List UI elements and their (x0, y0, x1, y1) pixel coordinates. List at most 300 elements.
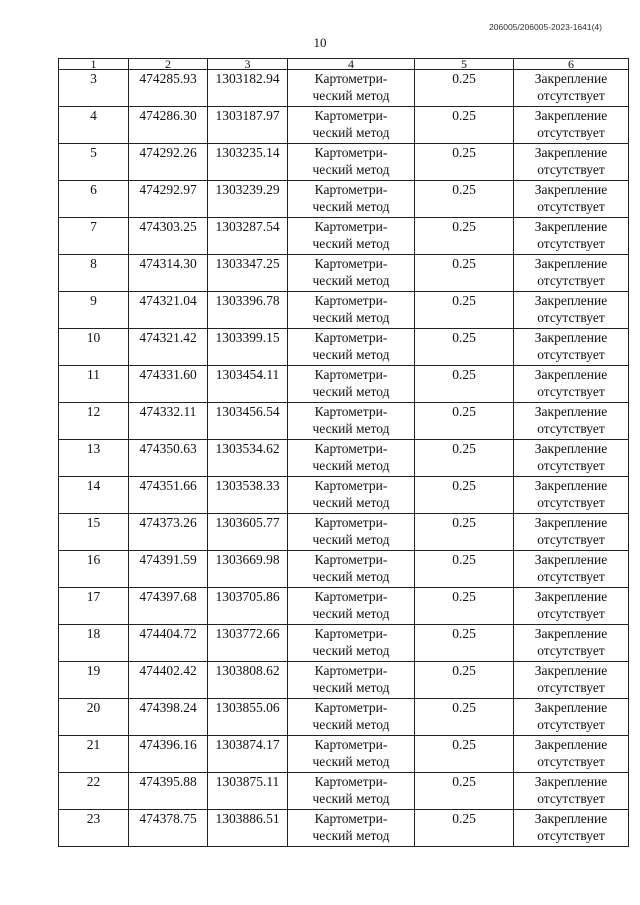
x-coordinate-cell (129, 255, 208, 292)
fixation-text-line-2: отсутствует (537, 643, 605, 658)
fixation-text-line-2: отсутствует (537, 606, 605, 621)
accuracy-cell (415, 218, 514, 255)
point-number: 7 (90, 219, 97, 234)
method-text-line-2: ческий метод (312, 421, 390, 436)
point-number: 3 (90, 71, 97, 86)
accuracy-value: 0.25 (452, 219, 476, 234)
fixation-cell (514, 440, 629, 477)
accuracy-value: 0.25 (452, 367, 476, 382)
table-row (59, 662, 629, 699)
table-row (59, 403, 629, 440)
y-coordinate: 1303399.15 (215, 330, 280, 345)
method-text-line-1: Картометри- (314, 700, 388, 715)
x-coordinate-cell (129, 736, 208, 773)
method-cell (288, 773, 415, 810)
x-coordinate: 474391.59 (139, 552, 197, 567)
method-text-line-2: ческий метод (312, 347, 390, 362)
accuracy-cell (415, 403, 514, 440)
y-coordinate: 1303456.54 (215, 404, 280, 419)
table-row (59, 181, 629, 218)
point-number-cell (59, 107, 129, 144)
method-text-line-2: ческий метод (312, 88, 390, 103)
fixation-text-line-2: отсутствует (537, 162, 605, 177)
method-text-line-2: ческий метод (312, 606, 390, 621)
fixation-text-line-2: отсутствует (537, 310, 605, 325)
accuracy-value: 0.25 (452, 515, 476, 530)
fixation-cell (514, 366, 629, 403)
fixation-text-line-1: Закрепление (534, 663, 608, 678)
x-coordinate: 474404.72 (139, 626, 197, 641)
x-coordinate-cell (129, 181, 208, 218)
accuracy-cell (415, 551, 514, 588)
method-cell (288, 366, 415, 403)
method-text-line-1: Картометри- (314, 626, 388, 641)
point-number-cell (59, 477, 129, 514)
page-number: 10 (313, 35, 327, 50)
point-number: 19 (86, 663, 101, 678)
table-row (59, 514, 629, 551)
accuracy-cell (415, 255, 514, 292)
table-row (59, 329, 629, 366)
method-text-line-1: Картометри- (314, 663, 388, 678)
x-coordinate-cell (129, 810, 208, 847)
method-text-line-2: ческий метод (312, 754, 390, 769)
table-row (59, 440, 629, 477)
method-cell (288, 736, 415, 773)
y-coordinate-cell (208, 551, 288, 588)
y-coordinate-cell (208, 70, 288, 107)
point-number: 6 (90, 182, 97, 197)
y-coordinate: 1303396.78 (215, 293, 280, 308)
accuracy-value: 0.25 (452, 552, 476, 567)
fixation-cell (514, 70, 629, 107)
method-text-line-1: Картометри- (314, 478, 388, 493)
x-coordinate: 474331.60 (139, 367, 197, 382)
point-number: 17 (86, 589, 101, 604)
accuracy-value: 0.25 (452, 478, 476, 493)
fixation-text-line-2: отсутствует (537, 532, 605, 547)
y-coordinate: 1303182.94 (215, 71, 280, 86)
method-text-line-2: ческий метод (312, 569, 390, 584)
method-text-line-2: ческий метод (312, 162, 390, 177)
fixation-cell (514, 292, 629, 329)
point-number: 5 (90, 145, 97, 160)
accuracy-value: 0.25 (452, 293, 476, 308)
x-coordinate: 474314.30 (139, 256, 197, 271)
y-coordinate-cell (208, 773, 288, 810)
accuracy-cell (415, 70, 514, 107)
x-coordinate: 474303.25 (139, 219, 197, 234)
accuracy-value: 0.25 (452, 441, 476, 456)
x-coordinate: 474351.66 (139, 478, 197, 493)
point-number-cell (59, 514, 129, 551)
y-coordinate: 1303875.11 (215, 774, 280, 789)
fixation-text-line-1: Закрепление (534, 478, 608, 493)
y-coordinate: 1303886.51 (215, 811, 280, 826)
accuracy-cell (415, 181, 514, 218)
x-coordinate: 474398.24 (139, 700, 197, 715)
fixation-text-line-1: Закрепление (534, 108, 608, 123)
accuracy-cell (415, 107, 514, 144)
accuracy-cell (415, 292, 514, 329)
method-text-line-2: ческий метод (312, 680, 390, 695)
fixation-text-line-2: отсутствует (537, 236, 605, 251)
method-text-line-1: Картометри- (314, 367, 388, 382)
y-coordinate-cell (208, 366, 288, 403)
point-number: 20 (86, 700, 101, 715)
x-coordinate-cell (129, 477, 208, 514)
point-number: 8 (90, 256, 97, 271)
y-coordinate-cell (208, 810, 288, 847)
y-coordinate-cell (208, 329, 288, 366)
method-cell (288, 181, 415, 218)
y-coordinate-cell (208, 588, 288, 625)
accuracy-cell (415, 588, 514, 625)
y-coordinate-cell (208, 218, 288, 255)
point-number-cell (59, 292, 129, 329)
table-row (59, 144, 629, 181)
y-coordinate-cell (208, 292, 288, 329)
x-coordinate-cell (129, 625, 208, 662)
method-cell (288, 588, 415, 625)
method-cell (288, 107, 415, 144)
table-row (59, 255, 629, 292)
point-number-cell (59, 699, 129, 736)
fixation-text-line-1: Закрепление (534, 811, 608, 826)
table-row (59, 625, 629, 662)
fixation-cell (514, 514, 629, 551)
fixation-text-line-1: Закрепление (534, 515, 608, 530)
table-body (59, 70, 629, 847)
accuracy-value: 0.25 (452, 108, 476, 123)
accuracy-cell (415, 144, 514, 181)
y-coordinate-cell (208, 736, 288, 773)
method-text-line-1: Картометри- (314, 404, 388, 419)
table-row (59, 773, 629, 810)
fixation-text-line-1: Закрепление (534, 219, 608, 234)
y-coordinate-cell (208, 477, 288, 514)
y-coordinate: 1303534.62 (215, 441, 280, 456)
x-coordinate-cell (129, 551, 208, 588)
method-cell (288, 255, 415, 292)
fixation-text-line-2: отсутствует (537, 458, 605, 473)
y-coordinate: 1303874.17 (215, 737, 280, 752)
fixation-cell (514, 144, 629, 181)
method-text-line-1: Картометри- (314, 219, 388, 234)
fixation-text-line-2: отсутствует (537, 199, 605, 214)
accuracy-value: 0.25 (452, 404, 476, 419)
fixation-text-line-2: отсутствует (537, 680, 605, 695)
y-coordinate: 1303454.11 (215, 367, 280, 382)
fixation-text-line-2: отсутствует (537, 273, 605, 288)
y-coordinate-cell (208, 662, 288, 699)
coordinates-table (58, 58, 629, 847)
method-text-line-1: Картометри- (314, 811, 388, 826)
method-text-line-2: ческий метод (312, 532, 390, 547)
accuracy-cell (415, 625, 514, 662)
y-coordinate: 1303705.86 (215, 589, 280, 604)
x-coordinate-cell (129, 662, 208, 699)
x-coordinate: 474332.11 (139, 404, 197, 419)
fixation-text-line-2: отсутствует (537, 754, 605, 769)
accuracy-value: 0.25 (452, 182, 476, 197)
x-coordinate-cell (129, 292, 208, 329)
y-coordinate-cell (208, 107, 288, 144)
method-text-line-2: ческий метод (312, 717, 390, 732)
method-text-line-2: ческий метод (312, 495, 390, 510)
x-coordinate: 474285.93 (139, 71, 197, 86)
fixation-cell (514, 588, 629, 625)
x-coordinate: 474321.04 (139, 293, 197, 308)
fixation-cell (514, 699, 629, 736)
y-coordinate: 1303605.77 (215, 515, 280, 530)
point-number: 21 (86, 737, 101, 752)
table-row (59, 699, 629, 736)
table-row (59, 736, 629, 773)
accuracy-value: 0.25 (452, 774, 476, 789)
method-text-line-2: ческий метод (312, 273, 390, 288)
point-number-cell (59, 403, 129, 440)
fixation-text-line-1: Закрепление (534, 700, 608, 715)
point-number: 10 (86, 330, 101, 345)
x-coordinate: 474321.42 (139, 330, 197, 345)
fixation-text-line-2: отсутствует (537, 495, 605, 510)
x-coordinate: 474373.26 (139, 515, 197, 530)
fixation-cell (514, 662, 629, 699)
y-coordinate: 1303235.14 (215, 145, 280, 160)
fixation-cell (514, 218, 629, 255)
table-row (59, 107, 629, 144)
x-coordinate-cell (129, 144, 208, 181)
method-cell (288, 292, 415, 329)
fixation-text-line-2: отсутствует (537, 384, 605, 399)
point-number-cell (59, 366, 129, 403)
method-cell (288, 329, 415, 366)
y-coordinate: 1303239.29 (215, 182, 280, 197)
method-text-line-2: ческий метод (312, 458, 390, 473)
method-cell (288, 625, 415, 662)
x-coordinate: 474397.68 (139, 589, 197, 604)
fixation-cell (514, 255, 629, 292)
fixation-cell (514, 736, 629, 773)
y-coordinate-cell (208, 144, 288, 181)
column-header: 2 (129, 59, 208, 70)
method-text-line-2: ческий метод (312, 125, 390, 140)
fixation-text-line-1: Закрепление (534, 774, 608, 789)
fixation-text-line-1: Закрепление (534, 71, 608, 86)
point-number-cell (59, 625, 129, 662)
fixation-text-line-1: Закрепление (534, 404, 608, 419)
x-coordinate-cell (129, 588, 208, 625)
x-coordinate: 474292.97 (139, 182, 197, 197)
accuracy-value: 0.25 (452, 663, 476, 678)
accuracy-cell (415, 736, 514, 773)
x-coordinate-cell (129, 699, 208, 736)
accuracy-cell (415, 773, 514, 810)
table-row (59, 218, 629, 255)
column-header: 3 (208, 59, 288, 70)
fixation-text-line-2: отсутствует (537, 421, 605, 436)
point-number-cell (59, 440, 129, 477)
y-coordinate-cell (208, 255, 288, 292)
x-coordinate: 474402.42 (139, 663, 197, 678)
point-number: 23 (86, 811, 101, 826)
x-coordinate-cell (129, 218, 208, 255)
point-number-cell (59, 773, 129, 810)
method-text-line-2: ческий метод (312, 384, 390, 399)
y-coordinate-cell (208, 514, 288, 551)
fixation-text-line-1: Закрепление (534, 737, 608, 752)
table-row (59, 588, 629, 625)
method-text-line-1: Картометри- (314, 589, 388, 604)
point-number-cell (59, 329, 129, 366)
table-row (59, 366, 629, 403)
fixation-cell (514, 773, 629, 810)
x-coordinate-cell (129, 107, 208, 144)
accuracy-value: 0.25 (452, 145, 476, 160)
y-coordinate-cell (208, 699, 288, 736)
point-number-cell (59, 810, 129, 847)
fixation-text-line-1: Закрепление (534, 441, 608, 456)
method-cell (288, 810, 415, 847)
x-coordinate: 474378.75 (139, 811, 197, 826)
fixation-text-line-1: Закрепление (534, 367, 608, 382)
point-number: 14 (86, 478, 101, 493)
method-cell (288, 662, 415, 699)
accuracy-value: 0.25 (452, 626, 476, 641)
table-row (59, 551, 629, 588)
fixation-text-line-1: Закрепление (534, 145, 608, 160)
accuracy-cell (415, 810, 514, 847)
accuracy-value: 0.25 (452, 589, 476, 604)
x-coordinate: 474292.26 (139, 145, 197, 160)
fixation-text-line-2: отсутствует (537, 347, 605, 362)
y-coordinate: 1303808.62 (215, 663, 280, 678)
method-text-line-1: Картометри- (314, 330, 388, 345)
point-number: 18 (86, 626, 101, 641)
method-text-line-2: ческий метод (312, 791, 390, 806)
point-number-cell (59, 218, 129, 255)
accuracy-value: 0.25 (452, 256, 476, 271)
point-number-cell (59, 181, 129, 218)
point-number-cell (59, 144, 129, 181)
method-text-line-1: Картометри- (314, 108, 388, 123)
x-coordinate-cell (129, 366, 208, 403)
fixation-text-line-1: Закрепление (534, 256, 608, 271)
accuracy-value: 0.25 (452, 71, 476, 86)
y-coordinate: 1303669.98 (215, 552, 280, 567)
table-row (59, 292, 629, 329)
x-coordinate: 474286.30 (139, 108, 197, 123)
method-text-line-2: ческий метод (312, 643, 390, 658)
fixation-cell (514, 181, 629, 218)
column-header: 5 (415, 59, 514, 70)
fixation-text-line-2: отсутствует (537, 717, 605, 732)
method-text-line-1: Картометри- (314, 515, 388, 530)
point-number: 12 (86, 404, 101, 419)
column-header: 1 (59, 59, 129, 70)
method-cell (288, 514, 415, 551)
method-cell (288, 144, 415, 181)
fixation-text-line-1: Закрепление (534, 293, 608, 308)
accuracy-value: 0.25 (452, 737, 476, 752)
fixation-cell (514, 477, 629, 514)
document-id: 206005/206005-2023-1641(4) (489, 22, 602, 32)
method-text-line-2: ческий метод (312, 236, 390, 251)
fixation-cell (514, 329, 629, 366)
fixation-text-line-2: отсутствует (537, 828, 605, 843)
fixation-text-line-1: Закрепление (534, 182, 608, 197)
method-text-line-2: ческий метод (312, 828, 390, 843)
method-cell (288, 440, 415, 477)
y-coordinate-cell (208, 440, 288, 477)
y-coordinate-cell (208, 625, 288, 662)
y-coordinate: 1303855.06 (215, 700, 280, 715)
y-coordinate-cell (208, 403, 288, 440)
point-number-cell (59, 70, 129, 107)
point-number-cell (59, 736, 129, 773)
method-text-line-1: Картометри- (314, 71, 388, 86)
point-number: 9 (90, 293, 97, 308)
point-number: 15 (86, 515, 101, 530)
point-number: 22 (86, 774, 101, 789)
fixation-text-line-2: отсутствует (537, 569, 605, 584)
accuracy-value: 0.25 (452, 330, 476, 345)
fixation-text-line-1: Закрепление (534, 589, 608, 604)
accuracy-value: 0.25 (452, 811, 476, 826)
y-coordinate-cell (208, 181, 288, 218)
point-number: 13 (86, 441, 101, 456)
column-header: 6 (514, 59, 629, 70)
method-cell (288, 477, 415, 514)
fixation-cell (514, 551, 629, 588)
fixation-text-line-1: Закрепление (534, 330, 608, 345)
fixation-text-line-1: Закрепление (534, 626, 608, 641)
accuracy-cell (415, 440, 514, 477)
fixation-cell (514, 403, 629, 440)
x-coordinate-cell (129, 440, 208, 477)
y-coordinate: 1303287.54 (215, 219, 280, 234)
accuracy-cell (415, 477, 514, 514)
accuracy-cell (415, 662, 514, 699)
table-row (59, 70, 629, 107)
method-cell (288, 403, 415, 440)
table-header-row (59, 59, 629, 70)
fixation-text-line-2: отсутствует (537, 791, 605, 806)
method-text-line-2: ческий метод (312, 199, 390, 214)
x-coordinate-cell (129, 403, 208, 440)
fixation-cell (514, 107, 629, 144)
point-number-cell (59, 662, 129, 699)
x-coordinate-cell (129, 70, 208, 107)
point-number-cell (59, 255, 129, 292)
y-coordinate: 1303538.33 (215, 478, 280, 493)
accuracy-cell (415, 514, 514, 551)
accuracy-cell (415, 366, 514, 403)
point-number: 16 (86, 552, 101, 567)
method-cell (288, 699, 415, 736)
method-text-line-1: Картометри- (314, 293, 388, 308)
accuracy-value: 0.25 (452, 700, 476, 715)
fixation-text-line-2: отсутствует (537, 88, 605, 103)
method-text-line-1: Картометри- (314, 182, 388, 197)
column-header: 4 (288, 59, 415, 70)
fixation-text-line-2: отсутствует (537, 125, 605, 140)
accuracy-cell (415, 329, 514, 366)
point-number-cell (59, 551, 129, 588)
fixation-cell (514, 810, 629, 847)
method-text-line-1: Картометри- (314, 552, 388, 567)
